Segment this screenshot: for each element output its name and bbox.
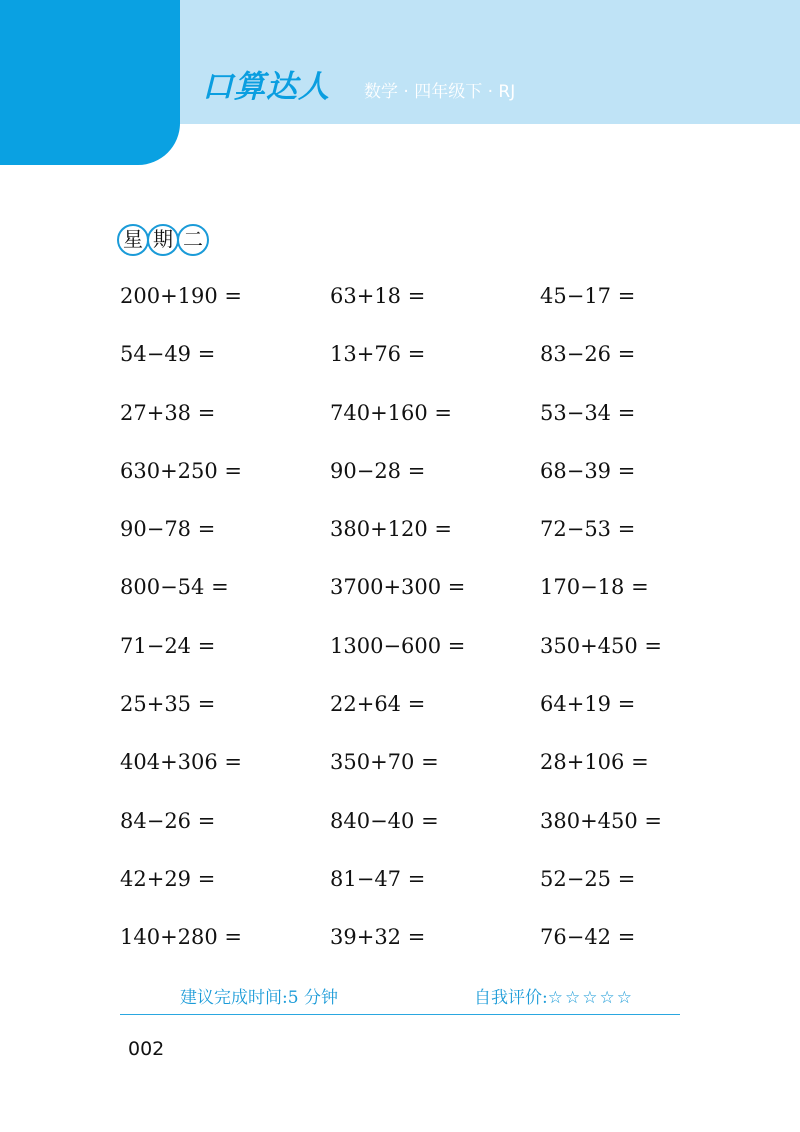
problem-item: 740+160 = xyxy=(330,400,453,425)
day-char-3: 二 xyxy=(183,227,203,251)
problem-row xyxy=(120,748,760,806)
problem-item: 84−26 = xyxy=(120,808,216,833)
brand-title: 口算达人 xyxy=(202,69,330,105)
problem-item: 42+29 = xyxy=(120,866,216,891)
problem-item: 170−18 = xyxy=(540,575,649,600)
day-badge xyxy=(116,220,212,260)
problem-item: 13+76 = xyxy=(330,342,426,367)
problem-row xyxy=(120,340,760,398)
problem-item: 28+106 = xyxy=(540,750,649,775)
problem-row xyxy=(120,515,760,573)
problem-item: 54−49 = xyxy=(120,342,216,367)
problem-item: 350+70 = xyxy=(330,750,439,775)
problem-item: 380+450 = xyxy=(540,808,663,833)
problem-item: 350+450 = xyxy=(540,633,663,658)
problem-grid xyxy=(120,282,760,982)
problem-item: 800−54 = xyxy=(120,575,229,600)
problem-item: 90−28 = xyxy=(330,458,426,483)
problem-item: 68−39 = xyxy=(540,458,636,483)
problem-item: 52−25 = xyxy=(540,866,636,891)
problem-row xyxy=(120,457,760,515)
problem-item: 53−34 = xyxy=(540,400,636,425)
problem-row xyxy=(120,923,760,981)
problem-item: 63+18 = xyxy=(330,284,426,308)
problem-item: 45−17 = xyxy=(540,284,636,308)
page-number: 002 xyxy=(128,1038,165,1060)
problem-item: 83−26 = xyxy=(540,342,636,367)
problem-item: 840−40 = xyxy=(330,808,439,833)
problem-item: 25+35 = xyxy=(120,692,216,717)
problem-item: 39+32 = xyxy=(330,925,426,950)
footer-divider xyxy=(120,1014,680,1015)
problem-item: 27+38 = xyxy=(120,400,216,425)
problem-row xyxy=(120,282,760,340)
problem-item: 22+64 = xyxy=(330,692,426,717)
problem-row xyxy=(120,690,760,748)
problem-item: 72−53 = xyxy=(540,517,636,542)
self-evaluation-label: 自我评价: xyxy=(474,988,548,1008)
problem-item: 3700+300 = xyxy=(330,575,466,600)
problem-row xyxy=(120,807,760,865)
problem-item: 1300−600 = xyxy=(330,633,466,658)
problem-row xyxy=(120,399,760,457)
star-outline-icon[interactable]: ☆☆☆☆☆ xyxy=(547,988,634,1008)
day-char-1: 星 xyxy=(123,227,143,251)
problem-row xyxy=(120,573,760,631)
self-evaluation xyxy=(474,990,634,1007)
problem-item: 64+19 = xyxy=(540,692,636,717)
problem-item: 76−42 = xyxy=(540,925,636,950)
problem-item: 404+306 = xyxy=(120,750,243,775)
problem-item: 140+280 = xyxy=(120,925,243,950)
subject-label: 数学 · 四年级下 · RJ xyxy=(364,82,516,102)
problem-item: 90−78 = xyxy=(120,517,216,542)
problem-item: 380+120 = xyxy=(330,517,453,542)
problem-item: 200+190 = xyxy=(120,284,243,308)
problem-row xyxy=(120,865,760,923)
problem-item: 71−24 = xyxy=(120,633,216,658)
problem-row xyxy=(120,632,760,690)
day-char-2: 期 xyxy=(153,227,173,251)
header-tab xyxy=(0,0,180,165)
suggested-time: 建议完成时间:5 分钟 xyxy=(180,988,338,1008)
problem-item: 630+250 = xyxy=(120,458,243,483)
problem-item: 81−47 = xyxy=(330,866,426,891)
